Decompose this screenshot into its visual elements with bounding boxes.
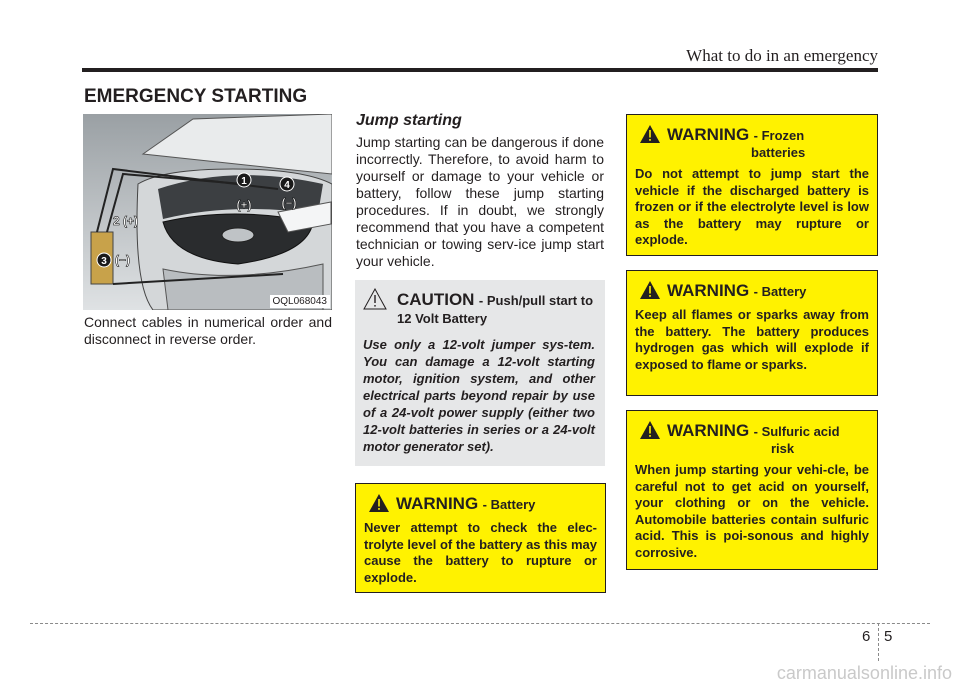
- marker-1-sign: (+): [236, 198, 252, 212]
- warning-triangle-icon: [639, 280, 661, 300]
- caution-subtitle: - Push/pull start to 12 Volt Battery: [397, 293, 594, 326]
- figure-caption: Connect cables in numerical order and disconnect in reverse order.: [84, 314, 332, 347]
- warning-flames-title: [635, 281, 869, 301]
- watermark-text[interactable]: carmanualsonline.info: [776, 663, 952, 683]
- warning-box-frozen-batteries: [626, 114, 878, 256]
- warning-word: WARNING: [667, 281, 750, 300]
- warning-triangle-icon: [639, 420, 661, 440]
- warning-word: WARNING: [396, 494, 479, 513]
- warning-frozen-title: [635, 125, 869, 160]
- warning-box-battery-check: [355, 483, 606, 593]
- caution-triangle-icon: [363, 288, 387, 310]
- caution-box-push-pull: [355, 280, 605, 466]
- caution-word: CAUTION: [397, 290, 475, 309]
- logo-badge-shape: [222, 228, 254, 242]
- jump-starting-paragraph: Jump starting can be dangerous if done incorrectly. Therefore, to avoid harm to yourself or damage to your vehicle or battery, follow these jump starting procedures. If in doubt, we strongly recommend that you have a competent technician or towing serv-ice jump start your vehicle.: [356, 134, 604, 269]
- warning-acid-text: When jump starting your vehi-cle, be careful not to get acid on yourself, your clothing or on the vehicle. Automobile batteries contain sulfuric acid. This is poi-sonous and highly corrosive.: [635, 462, 869, 560]
- warning-check-subtitle: - Battery: [482, 497, 536, 512]
- jump-starting-heading: Jump starting: [356, 112, 462, 129]
- marker-1-number: 1: [241, 176, 247, 187]
- marker-2-number: 2: [113, 214, 120, 228]
- warning-box-battery-flames: [626, 270, 878, 396]
- jump-start-figure: [83, 114, 332, 310]
- caution-title: [363, 290, 595, 328]
- warning-triangle-icon: [368, 493, 390, 513]
- page-number: 5: [884, 628, 893, 645]
- marker-2-sign: (+): [123, 214, 138, 228]
- marker-4-sign: (−): [281, 196, 297, 210]
- warning-triangle-icon: [639, 124, 661, 144]
- header-rule: [82, 68, 878, 72]
- marker-3-number: 3: [101, 256, 107, 267]
- warning-acid-title: [635, 421, 869, 456]
- running-header: What to do in an emergency: [686, 46, 878, 65]
- warning-acid-subtitle-line2: risk: [771, 441, 795, 456]
- figure-code: OQL068043: [270, 295, 331, 308]
- footer-rule: [30, 623, 930, 624]
- warning-flames-text: Keep all flames or sparks away from the battery. The battery produces hydrogen gas which will explode if exposed to flame or sparks.: [635, 307, 869, 372]
- warning-check-text: Never attempt to check the elec-trolyte level of the battery as this may cause the battery to rupture or explode.: [364, 520, 597, 585]
- car-engine-illustration: [83, 114, 332, 310]
- marker-4-number: 4: [284, 180, 290, 191]
- warning-frozen-text: Do not attempt to jump start the vehicle if the discharged battery is frozen or if the electrolyte level is low as the battery may rupture or explode.: [635, 166, 869, 247]
- section-title: EMERGENCY STARTING: [84, 86, 308, 107]
- warning-box-sulfuric-acid: [626, 410, 878, 570]
- caution-text: Use only a 12-volt jumper sys-tem. You can damage a 12-volt starting motor, ignition system, and other electrical parts beyond repair by use of a 24-volt power supply (either two 12-volt batteries in series or a 24-volt motor generator set).: [363, 337, 595, 454]
- warning-word: WARNING: [667, 125, 750, 144]
- warning-word: WARNING: [667, 421, 750, 440]
- warning-flames-subtitle: - Battery: [753, 284, 807, 299]
- marker-3-sign: (−): [115, 253, 130, 267]
- warning-acid-subtitle: - Sulfuric acid: [753, 424, 840, 439]
- footer-divider: [878, 623, 879, 661]
- warning-frozen-subtitle: - Frozen: [753, 128, 805, 143]
- warning-check-title: [364, 494, 597, 514]
- warning-frozen-subtitle-line2: batteries: [751, 145, 806, 160]
- chapter-number: 6: [862, 628, 871, 645]
